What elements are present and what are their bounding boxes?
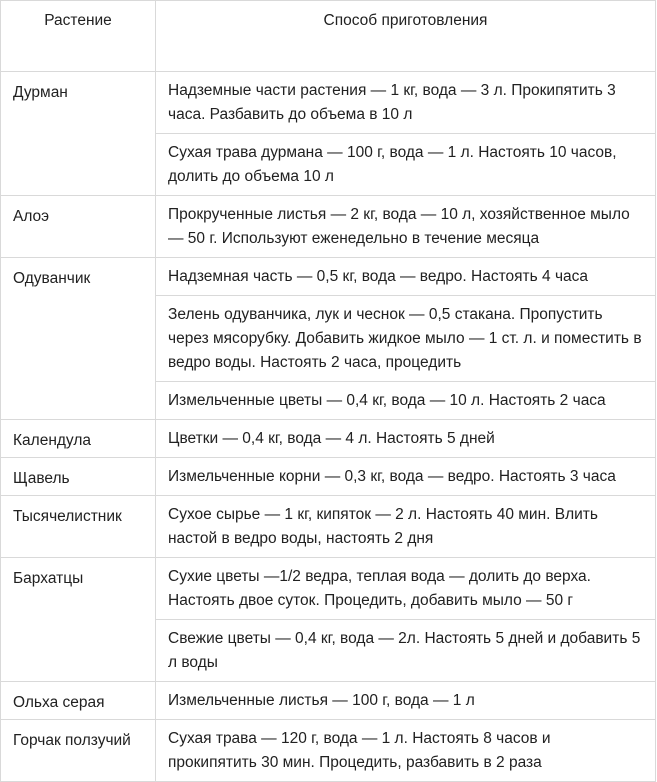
plant-name: Дурман <box>1 72 156 196</box>
table-row <box>1 72 656 134</box>
method-cell: Измельченные листья — 100 г, вода — 1 л <box>156 682 656 720</box>
table-row <box>1 682 656 720</box>
method-cell: Надземные части растения — 1 кг, вода — 3 л. Прокипятить 3 часа. Разбавить до объема в 10 л <box>156 72 656 134</box>
method-cell: Зелень одуванчика, лук и чеснок — 0,5 стакана. Пропустить через мясорубку. Добавить жидкое мыло — 1 ст. л. и поместить в ведро воды. Настоять 2 часа, процедить <box>156 296 656 382</box>
method-cell: Сухая трава дурмана — 100 г, вода — 1 л. Настоять 10 часов, долить до объема 10 л <box>156 134 656 196</box>
method-cell: Прокрученные листья — 2 кг, вода — 10 л, хозяйственное мыло — 50 г. Используют еженедельно в течение месяца <box>156 196 656 258</box>
method-cell: Измельченные цветы — 0,4 кг, вода — 10 л. Настоять 2 часа <box>156 382 656 420</box>
plant-name: Горчак ползучий <box>1 720 156 782</box>
method-cell: Сухое сырье — 1 кг, кипяток — 2 л. Настоять 40 мин. Влить настой в ведро воды, настоять 2 дня <box>156 496 656 558</box>
method-cell: Свежие цветы — 0,4 кг, вода — 2л. Настоять 5 дней и добавить 5 л воды <box>156 620 656 682</box>
plant-name: Тысячелистник <box>1 496 156 558</box>
method-cell: Сухая трава — 120 г, вода — 1 л. Настоять 8 часов и прокипятить 30 мин. Процедить, разбавить в 2 раза <box>156 720 656 782</box>
table-row <box>1 258 656 296</box>
table-row <box>1 496 656 558</box>
plant-name: Бархатцы <box>1 558 156 682</box>
plant-name: Ольха серая <box>1 682 156 720</box>
table-row <box>1 196 656 258</box>
plant-name: Календула <box>1 420 156 458</box>
header-row <box>1 1 656 72</box>
header-plant: Растение <box>1 1 156 72</box>
table-row <box>1 458 656 496</box>
method-cell: Цветки — 0,4 кг, вода — 4 л. Настоять 5 дней <box>156 420 656 458</box>
plant-name: Щавель <box>1 458 156 496</box>
header-method: Способ приготовления <box>156 1 656 72</box>
plant-name: Одуванчик <box>1 258 156 420</box>
method-cell: Надземная часть — 0,5 кг, вода — ведро. Настоять 4 часа <box>156 258 656 296</box>
table-row <box>1 420 656 458</box>
method-cell: Измельченные корни — 0,3 кг, вода — ведро. Настоять 3 часа <box>156 458 656 496</box>
table-row <box>1 720 656 782</box>
table-row <box>1 558 656 620</box>
plant-name: Алоэ <box>1 196 156 258</box>
method-cell: Сухие цветы —1/2 ведра, теплая вода — долить до верха. Настоять двое суток. Процедить, добавить мыло — 50 г <box>156 558 656 620</box>
